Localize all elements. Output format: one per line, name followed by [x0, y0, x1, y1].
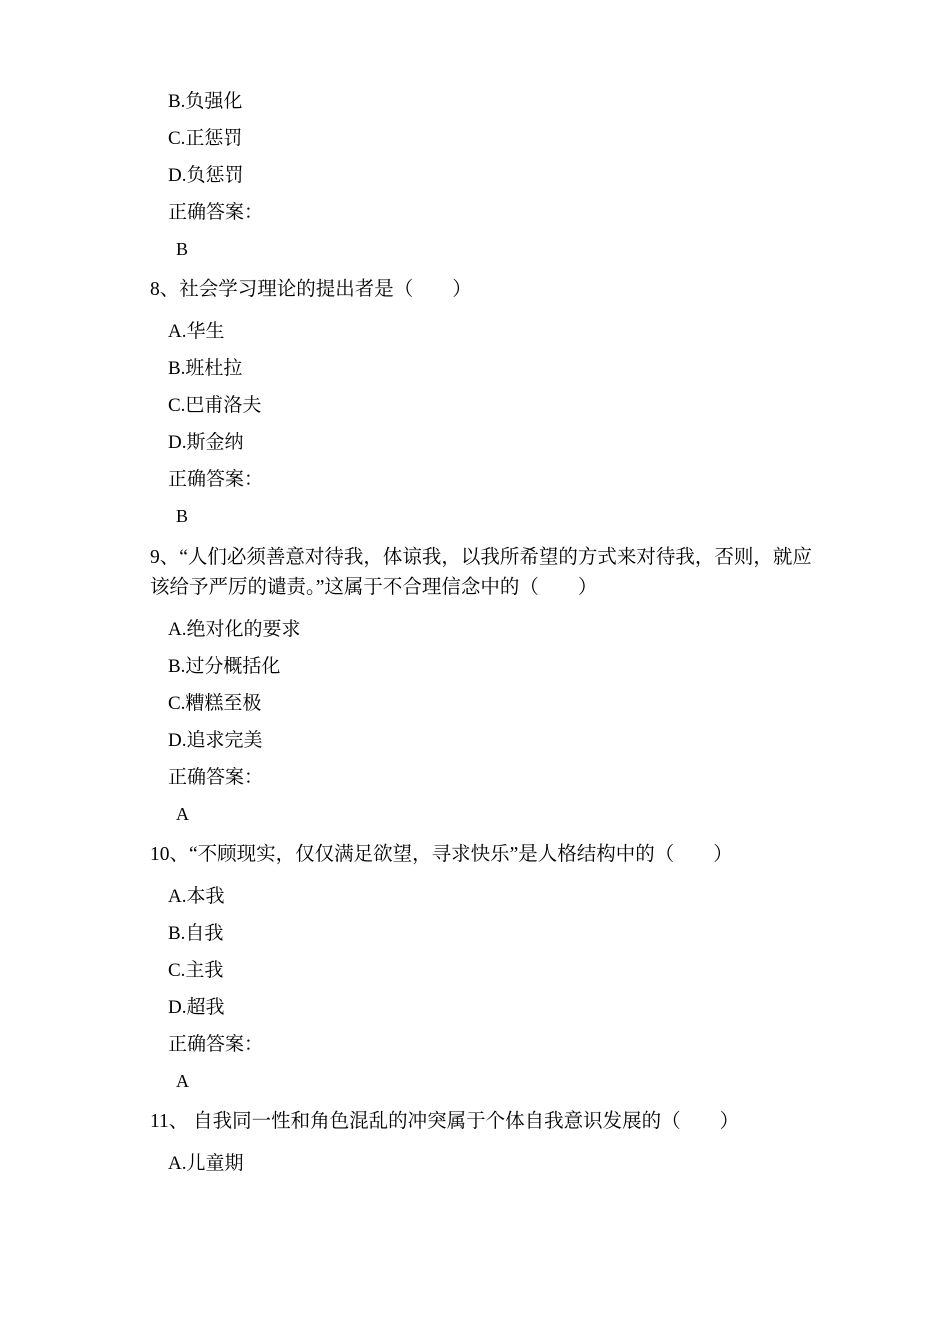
option-line: D.负惩罚 [168, 165, 244, 186]
answer-value: A [176, 1071, 189, 1092]
option-line: A.儿童期 [168, 1153, 244, 1175]
option-line: A.本我 [168, 886, 225, 908]
question-stem-11: 11、 自我同一性和角色混乱的冲突属于个体自我意识发展的（ ） [150, 1111, 740, 1133]
question-stem-8: 8、社会学习理论的提出者是（ ） [150, 279, 472, 300]
answer-label: 正确答案： [168, 1034, 264, 1056]
answer-value: B [176, 239, 189, 259]
option-line: A.华生 [168, 321, 225, 343]
option-line: D.追求完美 [168, 729, 263, 751]
option-line: C.主我 [168, 960, 224, 982]
option-line: A.绝对化的要求 [168, 618, 301, 640]
option-line: B.自我 [168, 923, 224, 945]
answer-value: A [176, 803, 189, 824]
question-stem-10: 10、“不顾现实，仅仅满足欲望，寻求快乐”是人格结构中的（ ） [150, 843, 733, 865]
option-line: C.糟糕至极 [168, 692, 262, 714]
answer-label: 正确答案： [168, 766, 264, 788]
option-line: C.巴甫洛夫 [168, 395, 262, 417]
option-line: D.超我 [168, 997, 225, 1019]
option-line: B.班杜拉 [168, 358, 243, 380]
option-line: B.负强化 [168, 91, 243, 112]
answer-value: B [176, 506, 189, 527]
option-line: D.斯金纳 [168, 432, 244, 454]
question-stem-9: 9、“人们必须善意对待我，体谅我，以我所希望的方式来对待我，否则，就应该给予严厉的谴责。”这属于不合理信念中的（ ） [150, 547, 812, 598]
answer-label: 正确答案： [168, 202, 264, 223]
option-line: B.过分概括化 [168, 655, 281, 677]
option-line: C.正惩罚 [168, 128, 243, 149]
answer-label: 正确答案： [168, 469, 264, 491]
